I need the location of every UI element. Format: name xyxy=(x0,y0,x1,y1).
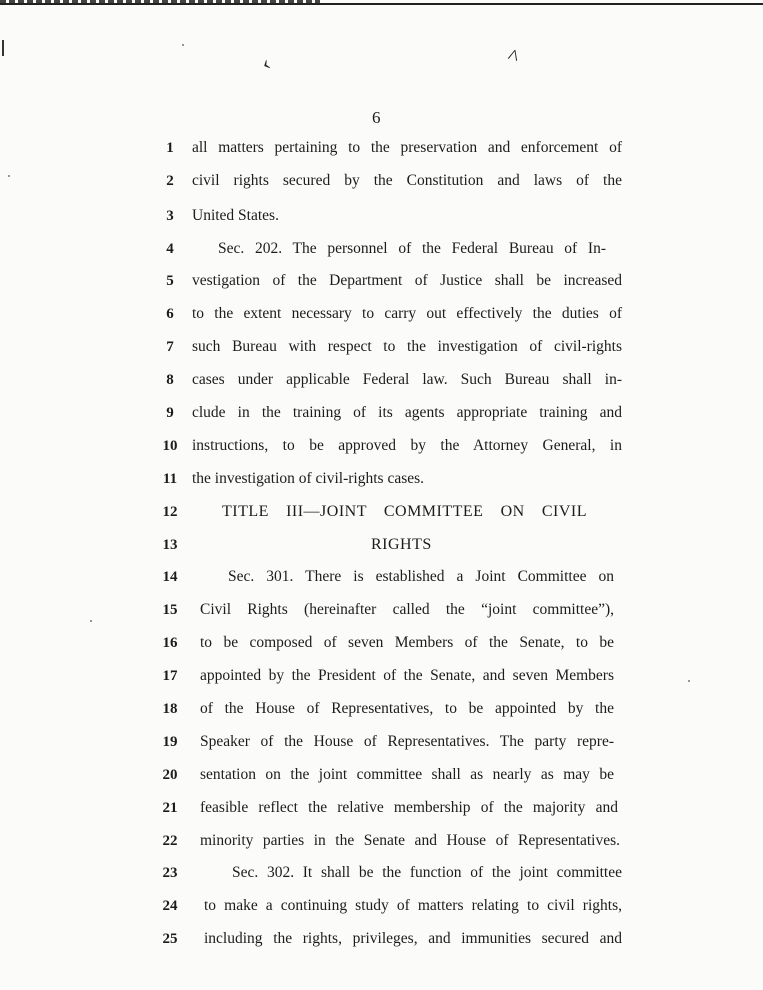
line-number: 21 xyxy=(162,800,178,816)
line-text: Sec. 302. It shall be the function of the joint committee xyxy=(232,864,622,881)
scan-speck xyxy=(182,44,184,46)
line-text: United States. xyxy=(192,207,279,224)
line-text: including the rights, privileges, and immunities secured and xyxy=(204,930,622,947)
line-number: 24 xyxy=(162,898,178,914)
line-number: 4 xyxy=(166,241,174,257)
line-number: 11 xyxy=(162,471,178,487)
scan-tick-mark-left: ‹ xyxy=(256,49,275,76)
line-22 xyxy=(0,830,763,854)
line-number: 5 xyxy=(166,273,174,289)
line-10 xyxy=(0,435,763,459)
line-text: of the House of Representatives, to be appointed by the xyxy=(200,700,614,717)
line-number: 16 xyxy=(162,635,178,651)
line-6 xyxy=(0,303,763,327)
top-rule xyxy=(0,3,763,5)
line-text: Sec. 301. There is established a Joint Committee on xyxy=(228,568,614,585)
line-2 xyxy=(0,170,763,194)
line-number: 18 xyxy=(162,701,178,717)
line-24 xyxy=(0,895,763,919)
line-number: 14 xyxy=(162,569,178,585)
line-text: clude in the training of its agents appropriate training and xyxy=(192,404,622,421)
line-text: minority parties in the Senate and House of Representatives. xyxy=(200,832,620,849)
line-text: to make a continuing study of matters relating to civil rights, xyxy=(204,897,622,914)
line-number: 10 xyxy=(162,438,178,454)
line-17 xyxy=(0,665,763,689)
line-18 xyxy=(0,698,763,722)
line-text: appointed by the President of the Senate, and seven Members xyxy=(200,667,614,684)
line-4 xyxy=(0,238,763,262)
line-9 xyxy=(0,402,763,426)
line-number: 22 xyxy=(162,833,178,849)
page-number: 6 xyxy=(372,108,381,127)
line-3 xyxy=(0,205,763,229)
line-text: feasible reflect the relative membership of the majority and xyxy=(200,799,618,816)
line-text: such Bureau with respect to the investigation of civil-rights xyxy=(192,338,622,355)
line-text: the investigation of civil-rights cases. xyxy=(192,470,425,487)
line-number: 12 xyxy=(162,504,178,520)
line-text: instructions, to be approved by the Attorney General, in xyxy=(192,437,622,454)
line-11 xyxy=(0,468,763,492)
line-text: Sec. 202. The personnel of the Federal Bureau of In- xyxy=(218,240,606,257)
line-text: civil rights secured by the Constitution and laws of the xyxy=(192,172,622,189)
line-number: 23 xyxy=(162,865,178,881)
line-21 xyxy=(0,797,763,821)
line-number: 9 xyxy=(166,405,174,421)
line-number: 15 xyxy=(162,602,178,618)
line-number: 19 xyxy=(162,734,178,750)
line-number: 6 xyxy=(166,306,174,322)
line-1 xyxy=(0,137,763,161)
line-text: to be composed of seven Members of the Senate, to be xyxy=(200,634,614,651)
line-5 xyxy=(0,270,763,294)
scan-tick-mark-right: ^ xyxy=(505,43,522,70)
line-number: 8 xyxy=(166,372,174,388)
line-number: 17 xyxy=(162,668,178,684)
line-number: 3 xyxy=(166,208,174,224)
line-12 xyxy=(0,501,763,525)
title-heading-continued: RIGHTS xyxy=(371,536,432,553)
line-number: 25 xyxy=(162,931,178,947)
line-19 xyxy=(0,731,763,755)
line-text: sentation on the joint committee shall as nearly as may be xyxy=(200,766,614,783)
line-25 xyxy=(0,928,763,952)
line-8 xyxy=(0,369,763,393)
line-text: all matters pertaining to the preservation and enforcement of xyxy=(192,139,622,156)
line-text: Civil Rights (hereinafter called the “joint committee”), xyxy=(200,601,614,618)
line-number: 7 xyxy=(166,339,174,355)
line-text: cases under applicable Federal law. Such Bureau shall in- xyxy=(192,371,622,388)
title-heading: TITLE III—JOINT COMMITTEE ON CIVIL xyxy=(222,503,587,520)
line-text: Speaker of the House of Representatives. The party repre- xyxy=(200,733,614,750)
line-15 xyxy=(0,599,763,623)
line-7 xyxy=(0,336,763,360)
line-number: 13 xyxy=(162,537,178,553)
margin-mark xyxy=(2,40,4,56)
line-16 xyxy=(0,632,763,656)
line-13 xyxy=(0,534,763,558)
line-14 xyxy=(0,566,763,590)
line-number: 20 xyxy=(162,767,178,783)
line-20 xyxy=(0,764,763,788)
line-text: vestigation of the Department of Justice shall be increased xyxy=(192,272,622,289)
line-number: 1 xyxy=(166,140,174,156)
line-23 xyxy=(0,862,763,886)
line-number: 2 xyxy=(166,173,174,189)
line-text: to the extent necessary to carry out effectively the duties of xyxy=(192,305,622,322)
